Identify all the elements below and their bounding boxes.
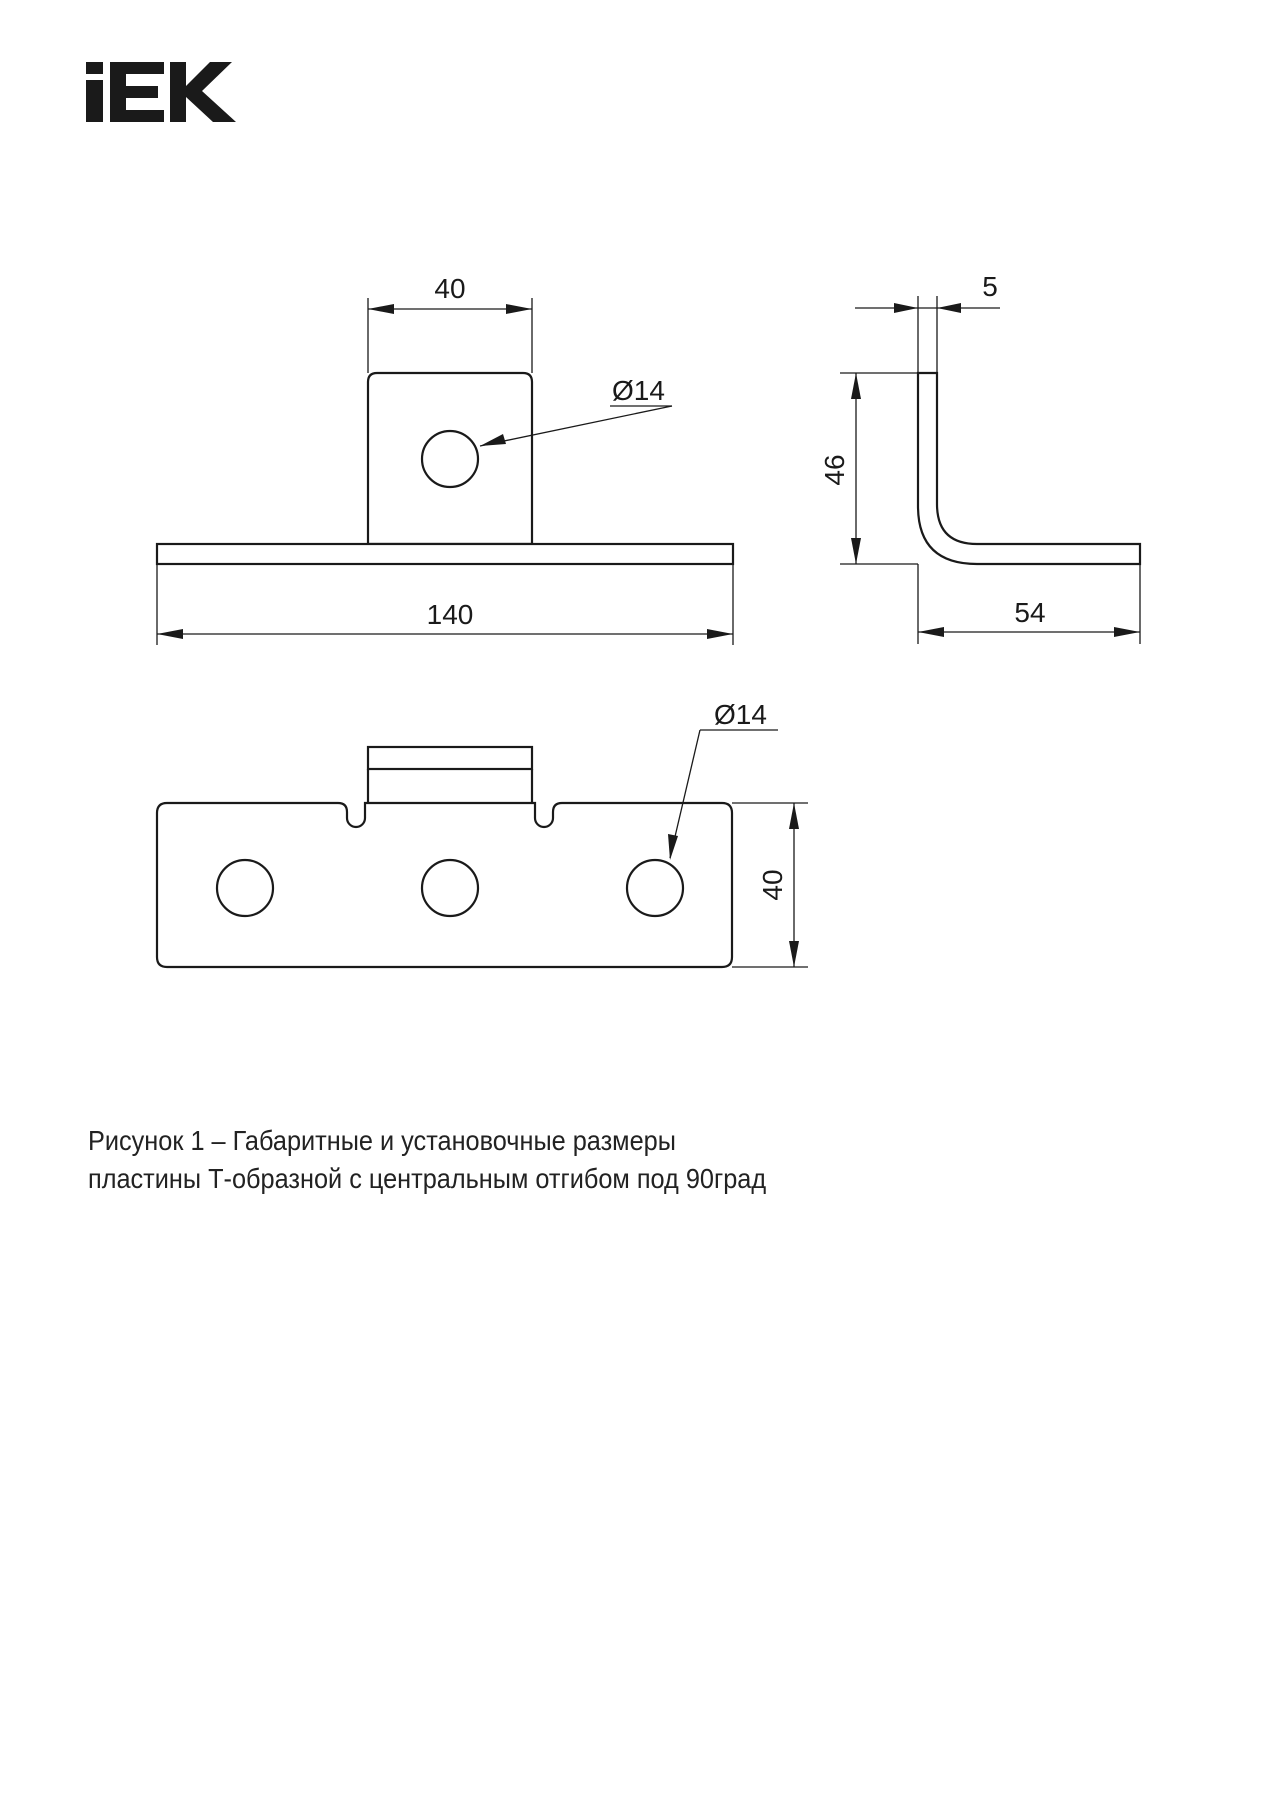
top-bent-tab bbox=[368, 747, 532, 769]
front-hole bbox=[422, 431, 478, 487]
side-profile bbox=[918, 373, 1140, 564]
front-view bbox=[157, 273, 733, 645]
top-hole-left bbox=[217, 860, 273, 916]
top-hole-diameter: Ø14 bbox=[714, 699, 767, 730]
side-dim-depth: 54 bbox=[1014, 597, 1046, 628]
front-hole-diameter: Ø14 bbox=[612, 375, 665, 406]
top-hole-right bbox=[627, 860, 683, 916]
side-dim-thickness: 5 bbox=[982, 271, 998, 302]
side-dim-height: 46 bbox=[819, 454, 850, 486]
side-view bbox=[819, 271, 1140, 644]
front-dim-width: 40 bbox=[434, 273, 466, 304]
top-view bbox=[157, 699, 808, 967]
front-base-plate bbox=[157, 544, 733, 564]
front-dim-length: 140 bbox=[426, 599, 474, 630]
caption-line-2: пластины Т-образной с центральным отгибом под 90град bbox=[88, 1163, 767, 1194]
top-dim-width: 40 bbox=[757, 869, 788, 901]
caption-line-1: Рисунок 1 – Габаритные и установочные размеры bbox=[88, 1125, 676, 1156]
top-hole-center bbox=[422, 860, 478, 916]
figure-caption bbox=[88, 1122, 1100, 1198]
